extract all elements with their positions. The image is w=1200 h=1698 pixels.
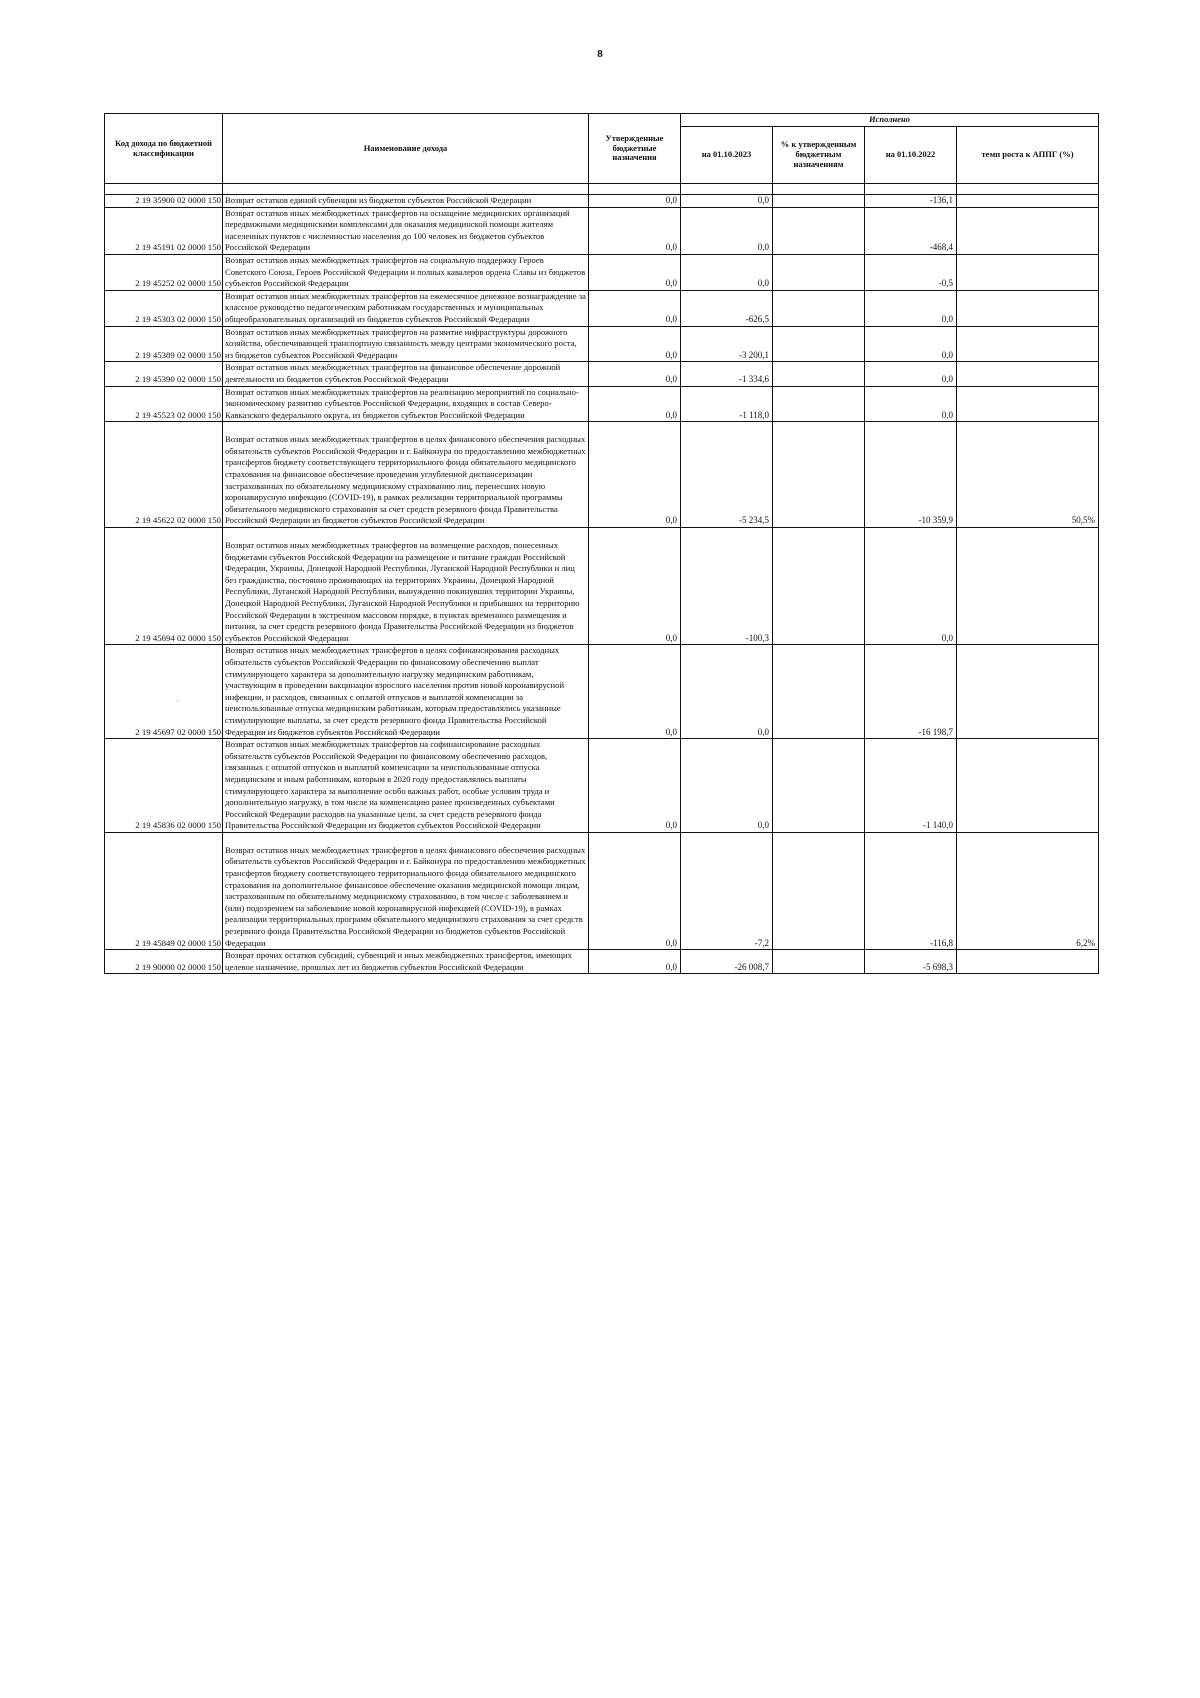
table-row bbox=[105, 254, 1099, 290]
growth-rate-cell: 6,2% bbox=[957, 832, 1099, 949]
executed-2023-cell: 0,0 bbox=[681, 739, 773, 833]
revenue-name-cell: Возврат остатков иных межбюджетных трансфертов в целях финансового обеспечения расходных обязательств субъектов Российской Федерации и г. Байконура по предоставлению межбюджетных трансфертов бюджету соответствующего территориального фонда обязательного медицинского страхования на дополнительное финансовое обеспечение оказания медицинской помощи лицам, застрахованным по обязательному медицинскому страхованию, в том числе с заболеванием и (или) подозрением на заболевание новой коронавирусной инфекцией (COVID-19), в рамках реализации территориальных программ обязательного медицинского страхования за счет средств резервного фонда Правительства Российской Федерации из бюджетов субъектов Российской Федерации bbox=[223, 832, 589, 949]
table-row bbox=[105, 326, 1099, 362]
header-approved: Утвержденные бюджетные назначения bbox=[589, 114, 681, 184]
approved-value-cell: 0,0 bbox=[589, 290, 681, 326]
revenue-name-cell: Возврат остатков единой субвенции из бюджетов субъектов Российской Федерации bbox=[223, 195, 589, 208]
executed-2023-cell: -26 008,7 bbox=[681, 950, 773, 974]
executed-2022-cell: 0,0 bbox=[865, 528, 957, 645]
growth-rate-cell bbox=[957, 362, 1099, 386]
revenue-name-cell: Возврат остатков иных межбюджетных трансфертов на развитие инфраструктуры дорожного хозяйства, обеспечивающей транспортную связанность между центрами экономического роста, из бюджетов субъектов Российской Федерации bbox=[223, 326, 589, 362]
revenue-code-cell: 2 19 45836 02 0000 150 bbox=[105, 739, 223, 833]
growth-rate-cell bbox=[957, 386, 1099, 422]
revenue-table bbox=[104, 113, 1099, 974]
executed-2023-cell: -3 200,1 bbox=[681, 326, 773, 362]
executed-2022-cell: -16 198,7 bbox=[865, 645, 957, 739]
header-execution-group: Исполнено bbox=[681, 114, 1099, 127]
revenue-name-cell: Возврат остатков иных межбюджетных трансфертов на софинансирование расходных обязательств субъектов Российской Федерации по финансовому обеспечению расходов, связанных с оплатой отпусков и выплатой компенсации за неиспользованные отпуска медицинским и иным работникам, которым в 2020 году предоставлялись выплаты стимулирующего характера за выполнение особо важных работ, особые условия труда и дополнительную нагрузку, в том числе на компенсацию ранее произведенных субъектами Российской Федерации расходов на указанные цели, за счет средств резервного фонда Правительства Российской Федерации из бюджетов субъектов Российской Федерации bbox=[223, 739, 589, 833]
approved-value-cell: 0,0 bbox=[589, 254, 681, 290]
executed-2022-cell: -136,1 bbox=[865, 195, 957, 208]
growth-rate-cell bbox=[957, 207, 1099, 254]
percent-cell bbox=[773, 254, 865, 290]
executed-2022-cell: -468,4 bbox=[865, 207, 957, 254]
executed-2023-cell: -1 118,0 bbox=[681, 386, 773, 422]
header-growth: темп роста к АППГ (%) bbox=[957, 127, 1099, 184]
executed-2023-cell: 0,0 bbox=[681, 254, 773, 290]
approved-value-cell: 0,0 bbox=[589, 195, 681, 208]
growth-rate-cell bbox=[957, 528, 1099, 645]
percent-cell bbox=[773, 739, 865, 833]
executed-2023-cell: -7,2 bbox=[681, 832, 773, 949]
executed-2022-cell: 0,0 bbox=[865, 326, 957, 362]
header-code: Код дохода по бюджетной классификации bbox=[105, 114, 223, 184]
executed-2022-cell: -116,8 bbox=[865, 832, 957, 949]
growth-rate-cell bbox=[957, 645, 1099, 739]
executed-2023-cell: 0,0 bbox=[681, 645, 773, 739]
approved-value-cell: 0,0 bbox=[589, 362, 681, 386]
executed-2023-cell: -626,5 bbox=[681, 290, 773, 326]
growth-rate-cell bbox=[957, 739, 1099, 833]
table-row bbox=[105, 832, 1099, 949]
table-row bbox=[105, 207, 1099, 254]
executed-2022-cell: -0,5 bbox=[865, 254, 957, 290]
revenue-name-cell: Возврат остатков иных межбюджетных трансфертов на реализацию мероприятий по социально-экономическому развитию субъектов Российской Федерации, входящих в состав Северо-Кавказского федерального округа, из бюджетов субъектов Российской Федерации bbox=[223, 386, 589, 422]
percent-cell bbox=[773, 950, 865, 974]
percent-cell bbox=[773, 207, 865, 254]
percent-cell bbox=[773, 645, 865, 739]
executed-2023-cell: -5 234,5 bbox=[681, 422, 773, 528]
revenue-name-cell: Возврат остатков иных межбюджетных трансфертов в целях софинансирования расходных обязательств субъектов Российской Федерации по финансовому обеспечению выплат стимулирующего характера за дополнительную нагрузку медицинским работникам, участвующим в проведении вакцинации взрослого населения против новой коронавирусной инфекции, и расходов, связанных с оплатой отпусков и выплатой компенсации за неиспользованные отпуска медицинским работникам, которым предоставлялись указанные стимулирующие выплаты, за счет средств резервного фонда Правительства Российской Федерации из бюджетов субъектов Российской Федерации bbox=[223, 645, 589, 739]
growth-rate-cell: 50,5% bbox=[957, 422, 1099, 528]
revenue-code-cell: 2 19 45252 02 0000 150 bbox=[105, 254, 223, 290]
growth-rate-cell bbox=[957, 950, 1099, 974]
table-row bbox=[105, 386, 1099, 422]
percent-cell bbox=[773, 422, 865, 528]
table-body bbox=[105, 184, 1099, 974]
executed-2022-cell: -10 359,9 bbox=[865, 422, 957, 528]
revenue-code-cell: 2 19 45694 02 0000 150 bbox=[105, 528, 223, 645]
revenue-code-cell: 2 19 35900 02 0000 150 bbox=[105, 195, 223, 208]
approved-value-cell: 0,0 bbox=[589, 645, 681, 739]
table-row bbox=[105, 362, 1099, 386]
percent-cell bbox=[773, 195, 865, 208]
header-percent: % к утвержденным бюджетным назначениям bbox=[773, 127, 865, 184]
approved-value-cell: 0,0 bbox=[589, 422, 681, 528]
executed-2023-cell: -100,3 bbox=[681, 528, 773, 645]
growth-rate-cell bbox=[957, 254, 1099, 290]
executed-2023-cell: 0,0 bbox=[681, 195, 773, 208]
revenue-code-cell: 2 19 45622 02 0000 150 bbox=[105, 422, 223, 528]
table-row bbox=[105, 195, 1099, 208]
table-row bbox=[105, 950, 1099, 974]
revenue-name-cell: Возврат остатков иных межбюджетных трансфертов на оснащение медицинских организаций передвижными медицинскими комплексами для оказания медицинской помощи жителям населенных пунктов с численностью населения до 100 человек из бюджетов субъектов Российской Федерации bbox=[223, 207, 589, 254]
approved-value-cell: 0,0 bbox=[589, 950, 681, 974]
table-row bbox=[105, 739, 1099, 833]
scan-mark: · bbox=[176, 696, 179, 706]
executed-2023-cell: 0,0 bbox=[681, 207, 773, 254]
page-number: 8 bbox=[597, 48, 603, 60]
executed-2022-cell: 0,0 bbox=[865, 386, 957, 422]
approved-value-cell: 0,0 bbox=[589, 739, 681, 833]
header-name: Наименование дохода bbox=[223, 114, 589, 184]
revenue-name-cell: Возврат остатков иных межбюджетных трансфертов на ежемесячное денежное вознаграждение за классное руководство педагогическим работникам государственных и муниципальных общеобразовательных организаций из бюджетов субъектов Российской Федерации bbox=[223, 290, 589, 326]
percent-cell bbox=[773, 386, 865, 422]
growth-rate-cell bbox=[957, 326, 1099, 362]
revenue-name-cell: Возврат прочих остатков субсидий, субвенций и иных межбюджетных трансфертов, имеющих целевое назначение, прошлых лет из бюджетов субъектов Российской Федерации bbox=[223, 950, 589, 974]
header-date-2023: на 01.10.2023 bbox=[681, 127, 773, 184]
executed-2023-cell: -1 334,6 bbox=[681, 362, 773, 386]
table-row bbox=[105, 528, 1099, 645]
growth-rate-cell bbox=[957, 290, 1099, 326]
approved-value-cell: 0,0 bbox=[589, 326, 681, 362]
executed-2022-cell: 0,0 bbox=[865, 290, 957, 326]
percent-cell bbox=[773, 528, 865, 645]
percent-cell bbox=[773, 290, 865, 326]
percent-cell bbox=[773, 326, 865, 362]
percent-cell bbox=[773, 832, 865, 949]
growth-rate-cell bbox=[957, 195, 1099, 208]
executed-2022-cell: -1 140,0 bbox=[865, 739, 957, 833]
revenue-code-cell: 2 19 45389 02 0000 150 bbox=[105, 326, 223, 362]
revenue-code-cell: 2 19 45390 02 0000 150 bbox=[105, 362, 223, 386]
revenue-name-cell: Возврат остатков иных межбюджетных трансфертов в целях финансового обеспечения расходных обязательств субъектов Российской Федерации и г. Байконура по предоставлению межбюджетных трансфертов бюджету соответствующего территориального фонда обязательного медицинского страхования на финансовое обеспечение проведения углубленной диспансеризации застрахованных по обязательному медицинскому страхованию лиц, перенесших новую коронавирусную инфекцию (COVID-19), в рамках реализации территориальной программы обязательного медицинского страхования за счет средств резервного фонда Правительства Российской Федерации из бюджетов субъектов Российской Федерации bbox=[223, 422, 589, 528]
table-row bbox=[105, 290, 1099, 326]
approved-value-cell: 0,0 bbox=[589, 207, 681, 254]
approved-value-cell: 0,0 bbox=[589, 528, 681, 645]
executed-2022-cell: 0,0 bbox=[865, 362, 957, 386]
table-row bbox=[105, 645, 1099, 739]
revenue-code-cell: 2 19 45303 02 0000 150 bbox=[105, 290, 223, 326]
revenue-name-cell: Возврат остатков иных межбюджетных трансфертов на социальную поддержку Героев Советского Союза, Героев Российской Федерации и полных кавалеров ордена Славы из бюджетов субъектов Российской Федерации bbox=[223, 254, 589, 290]
executed-2022-cell: -5 698,3 bbox=[865, 950, 957, 974]
approved-value-cell: 0,0 bbox=[589, 832, 681, 949]
revenue-name-cell: Возврат остатков иных межбюджетных трансфертов на финансовое обеспечение дорожной деятельности из бюджетов субъектов Российской Федерации bbox=[223, 362, 589, 386]
revenue-code-cell: 2 19 45849 02 0000 150 bbox=[105, 832, 223, 949]
revenue-code-cell: 2 19 45523 02 0000 150 bbox=[105, 386, 223, 422]
revenue-code-cell: 2 19 90000 02 0000 150 bbox=[105, 950, 223, 974]
header-date-2022: на 01.10.2022 bbox=[865, 127, 957, 184]
table-row bbox=[105, 422, 1099, 528]
revenue-code-cell: 2 19 45191 02 0000 150 bbox=[105, 207, 223, 254]
approved-value-cell: 0,0 bbox=[589, 386, 681, 422]
revenue-name-cell: Возврат остатков иных межбюджетных трансфертов на возмещение расходов, понесенных бюджетами субъектов Российской Федерации на размещение и питание граждан Российской Федерации, Украины, Донецкой Народной Республики, Луганской Народной Республики и лиц без гражданства, постоянно проживающих на территориях Украины, Донецкой Народной Республики, Луганской Народной Республики, вынужденно покинувших территории Украины, Донецкой Народной Республики, Луганской Народной Республики и прибывших на территорию Российской Федерации в экстренном массовом порядке, в пунктах временного размещения и питания, за счет средств резервного фонда Правительства Российской Федерации из бюджетов субъектов Российской Федерации bbox=[223, 528, 589, 645]
revenue-code-cell: 2 19 45697 02 0000 150 bbox=[105, 645, 223, 739]
percent-cell bbox=[773, 362, 865, 386]
